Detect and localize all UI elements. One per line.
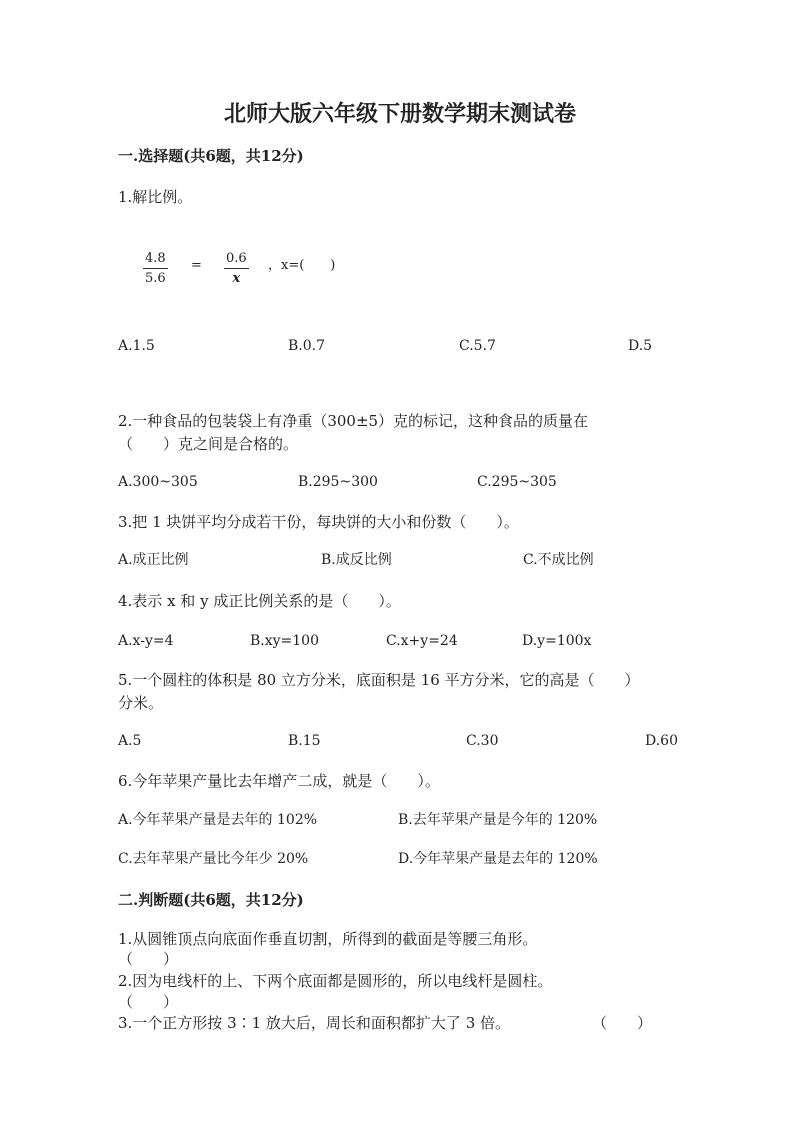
q5-option-b: B.15 bbox=[288, 733, 321, 749]
q5-option-d: D.60 bbox=[645, 733, 678, 749]
page-title: 北师大版六年级下册数学期末测试卷 bbox=[223, 101, 576, 127]
judgment-1-text: 1.从圆锥顶点向底面作垂直切割，所得到的截面是等腰三角形。 bbox=[118, 930, 538, 948]
question-4-text: 4.表示 x 和 y 成正比例关系的是（ ）。 bbox=[118, 592, 401, 610]
q3-option-a: A.成正比例 bbox=[118, 552, 189, 568]
q4-option-d: D.y=100x bbox=[522, 633, 592, 649]
judgment-3-blank: （ ） bbox=[592, 1014, 653, 1032]
fraction-right-numerator: 0.6 bbox=[224, 252, 249, 269]
q1-option-d: D.5 bbox=[628, 338, 653, 354]
q6-option-c: C.去年苹果产量比今年少 20% bbox=[118, 851, 309, 867]
q5-option-a: A.5 bbox=[118, 733, 142, 749]
judgment-2-text: 2.因为电线杆的上、下两个底面都是圆形的，所以电线杆是圆柱。 bbox=[118, 972, 553, 990]
q6-option-d: D.今年苹果产量是去年的 120% bbox=[398, 851, 598, 867]
judgment-1-blank: （ ） bbox=[118, 950, 179, 968]
q5-option-c: C.30 bbox=[466, 733, 499, 749]
q2-option-a: A.300~305 bbox=[118, 474, 198, 490]
q3-option-b: B.成反比例 bbox=[321, 552, 392, 568]
section-heading-judgment: 二.判断题(共6题，共12分) bbox=[118, 891, 304, 909]
q2-option-b: B.295~300 bbox=[298, 474, 378, 490]
equals-sign: = bbox=[191, 258, 202, 273]
fraction-right bbox=[224, 252, 249, 285]
q4-option-a: A.x-y=4 bbox=[118, 633, 174, 649]
section-heading-choice: 一.选择题(共6题，共12分) bbox=[118, 147, 304, 165]
question-3-text: 3.把 1 块饼平均分成若干份，每块饼的大小和份数（ ）。 bbox=[118, 513, 519, 531]
q6-option-b: B.去年苹果产量是今年的 120% bbox=[398, 812, 598, 828]
question-5-text-cont: 分米。 bbox=[118, 694, 164, 712]
fraction-left-denominator: 5.6 bbox=[145, 271, 166, 286]
q3-option-c: C.不成比例 bbox=[523, 552, 594, 568]
q1-option-c: C.5.7 bbox=[459, 338, 496, 354]
q1-option-b: B.0.7 bbox=[288, 338, 326, 354]
q4-option-c: C.x+y=24 bbox=[386, 633, 458, 649]
question-1-text: 1.解比例。 bbox=[118, 188, 193, 206]
q6-option-a: A.今年苹果产量是去年的 102% bbox=[118, 812, 318, 828]
question-5-text: 5.一个圆柱的体积是 80 立方分米，底面积是 16 平方分米，它的高是（ ） bbox=[118, 671, 640, 689]
fraction-left bbox=[143, 252, 168, 285]
judgment-2-blank: （ ） bbox=[118, 993, 179, 1011]
q2-option-c: C.295~305 bbox=[477, 474, 557, 490]
q4-option-b: B.xy=100 bbox=[250, 633, 319, 649]
fraction-left-numerator: 4.8 bbox=[143, 252, 168, 269]
judgment-3-text: 3.一个正方形按 3∶1 放大后，周长和面积都扩大了 3 倍。 bbox=[118, 1014, 511, 1032]
question-1-answer-blank: ，x=( ) bbox=[268, 258, 336, 273]
question-6-text: 6.今年苹果产量比去年增产二成，就是（ ）。 bbox=[118, 772, 440, 790]
q1-option-a: A.1.5 bbox=[118, 338, 155, 354]
question-2-text: 2.一种食品的包装袋上有净重（300±5）克的标记，这种食品的质量在 bbox=[118, 412, 589, 430]
question-2-text-cont: （ ）克之间是合格的。 bbox=[118, 435, 299, 453]
fraction-right-denominator: x bbox=[232, 271, 241, 286]
